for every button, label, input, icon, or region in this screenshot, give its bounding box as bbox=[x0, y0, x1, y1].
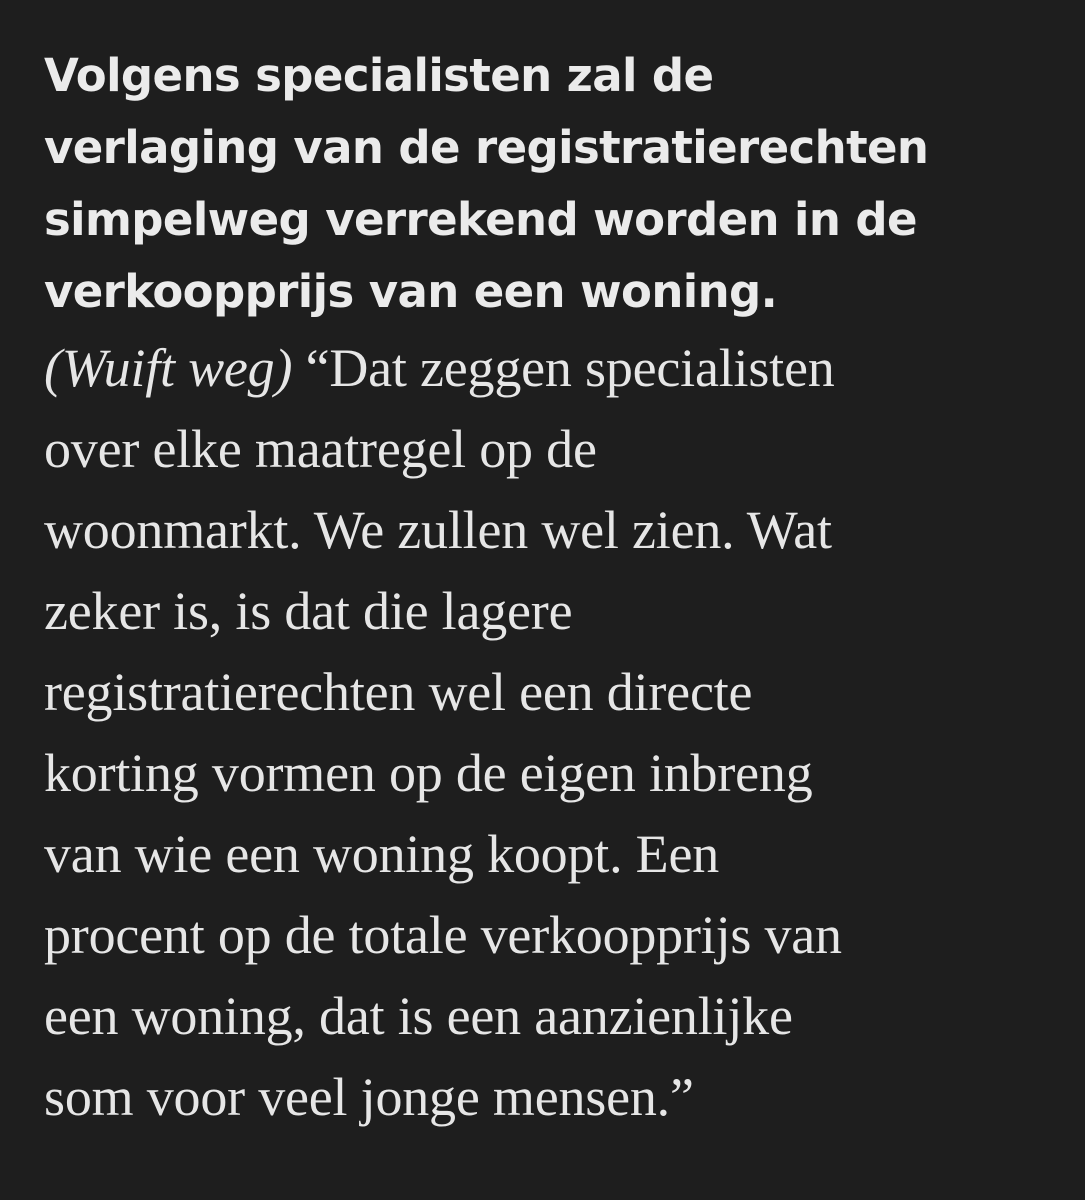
answer-line: procent op de totale verkoopprijs van bbox=[44, 905, 842, 965]
answer-line: registratierechten wel een directe bbox=[44, 662, 753, 722]
question-line: simpelweg verrekend worden in de bbox=[44, 193, 917, 246]
answer-line bbox=[44, 328, 1054, 409]
answer-line: van wie een woning koopt. Een bbox=[44, 824, 720, 884]
answer-line: zeker is, is dat die lagere bbox=[44, 581, 573, 641]
question-line: Volgens specialisten zal de bbox=[44, 49, 714, 102]
answer-line: een woning, dat is een aanzienlijke bbox=[44, 986, 793, 1046]
question-line: verlaging van de registratierechten bbox=[44, 121, 929, 174]
answer-line-text: “Dat zeggen specialisten bbox=[292, 338, 835, 398]
answer-line: som voor veel jonge mensen.” bbox=[44, 1067, 694, 1127]
answer-line: over elke maatregel op de bbox=[44, 419, 597, 479]
question-line: verkoopprijs van een woning. bbox=[44, 265, 778, 318]
interview-excerpt bbox=[44, 40, 1054, 1138]
answer-line: korting vormen op de eigen inbreng bbox=[44, 743, 813, 803]
interview-answer bbox=[44, 328, 1054, 1138]
answer-line: woonmarkt. We zullen wel zien. Wat bbox=[44, 500, 832, 560]
stage-direction: (Wuift weg) bbox=[44, 338, 293, 398]
interview-question bbox=[44, 40, 1054, 328]
